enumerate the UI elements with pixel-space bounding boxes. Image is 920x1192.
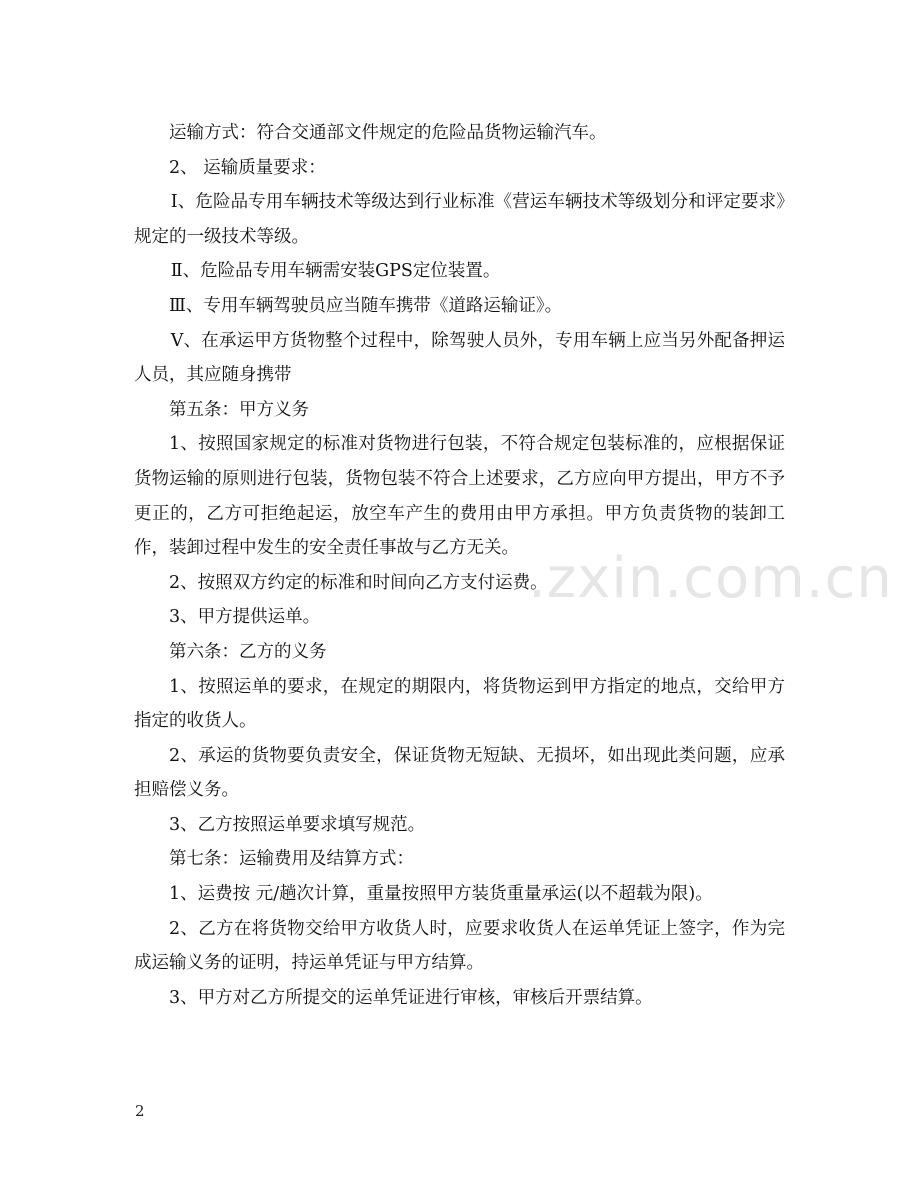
heading-article-five: 第五条：甲方义务: [169, 399, 309, 420]
paragraph-party-b-duty-3: 3、乙方按照运单要求填写规范。: [169, 814, 426, 835]
paragraph-fee-2: 2、乙方在将货物交给甲方收货人时，应要求收货人在运单凭证上签字，作为完成运输义务的证明，持运单凭证与甲方结算。: [134, 918, 785, 974]
document-body: [134, 116, 785, 1015]
paragraph-fee-3: 3、甲方对乙方所提交的运单凭证进行审核，审核后开票结算。: [169, 987, 653, 1008]
paragraph-party-a-duty-1: 1、按照国家规定的标准对货物进行包装，不符合规定包装标准的，应根据保证货物运输的原则进行包装，货物包装不符合上述要求，乙方应向甲方提出，甲方不予更正的，乙方可拒绝起运，放空车产生的费用由甲方承担。甲方负责货物的装卸工作，装卸过程中发生的安全责任事故与乙方无关。: [134, 434, 785, 559]
paragraph-item-v: Ⅴ、在承运甲方货物整个过程中，除驾驶人员外，专用车辆上应当另外配备押运人员，其应随身携带: [134, 330, 785, 386]
paragraph-item-ii: Ⅱ、危险品专用车辆需安装GPS定位装置。: [170, 261, 501, 282]
paragraph-party-a-duty-3: 3、甲方提供运单。: [169, 607, 321, 628]
watermark: .zxin.com.cn: [528, 546, 893, 611]
paragraph-item-iii: Ⅲ、专用车辆驾驶员应当随车携带《道路运输证》。: [169, 295, 563, 316]
paragraph-party-b-duty-2: 2、承运的货物要负责安全，保证货物无短缺、无损坏，如出现此类问题，应承担赔偿义务。: [134, 745, 785, 801]
paragraph-transport-method: 运输方式：符合交通部文件规定的危险品货物运输汽车。: [169, 123, 607, 143]
paragraph-item-i: Ⅰ、危险品专用车辆技术等级达到行业标准《营运车辆技术等级划分和评定要求》规定的一级技术等级。: [134, 192, 785, 247]
heading-article-seven: 第七条：运输费用及结算方式：: [169, 849, 414, 870]
paragraph-party-b-duty-1: 1、按照运单的要求，在规定的期限内，将货物运到甲方指定的地点，交给甲方指定的收货人。: [134, 676, 785, 732]
paragraph-party-a-duty-2: 2、按照双方约定的标准和时间向乙方支付运费。: [169, 572, 548, 593]
paragraph-fee-1: 1、运费按 元/趟次计算，重量按照甲方装货重量承运(以不超载为限)。: [169, 884, 713, 905]
heading-article-six: 第六条：乙方的义务: [169, 641, 327, 662]
paragraph-quality-requirements: 2、 运输质量要求：: [169, 157, 326, 178]
page-number: 2: [135, 1102, 145, 1120]
